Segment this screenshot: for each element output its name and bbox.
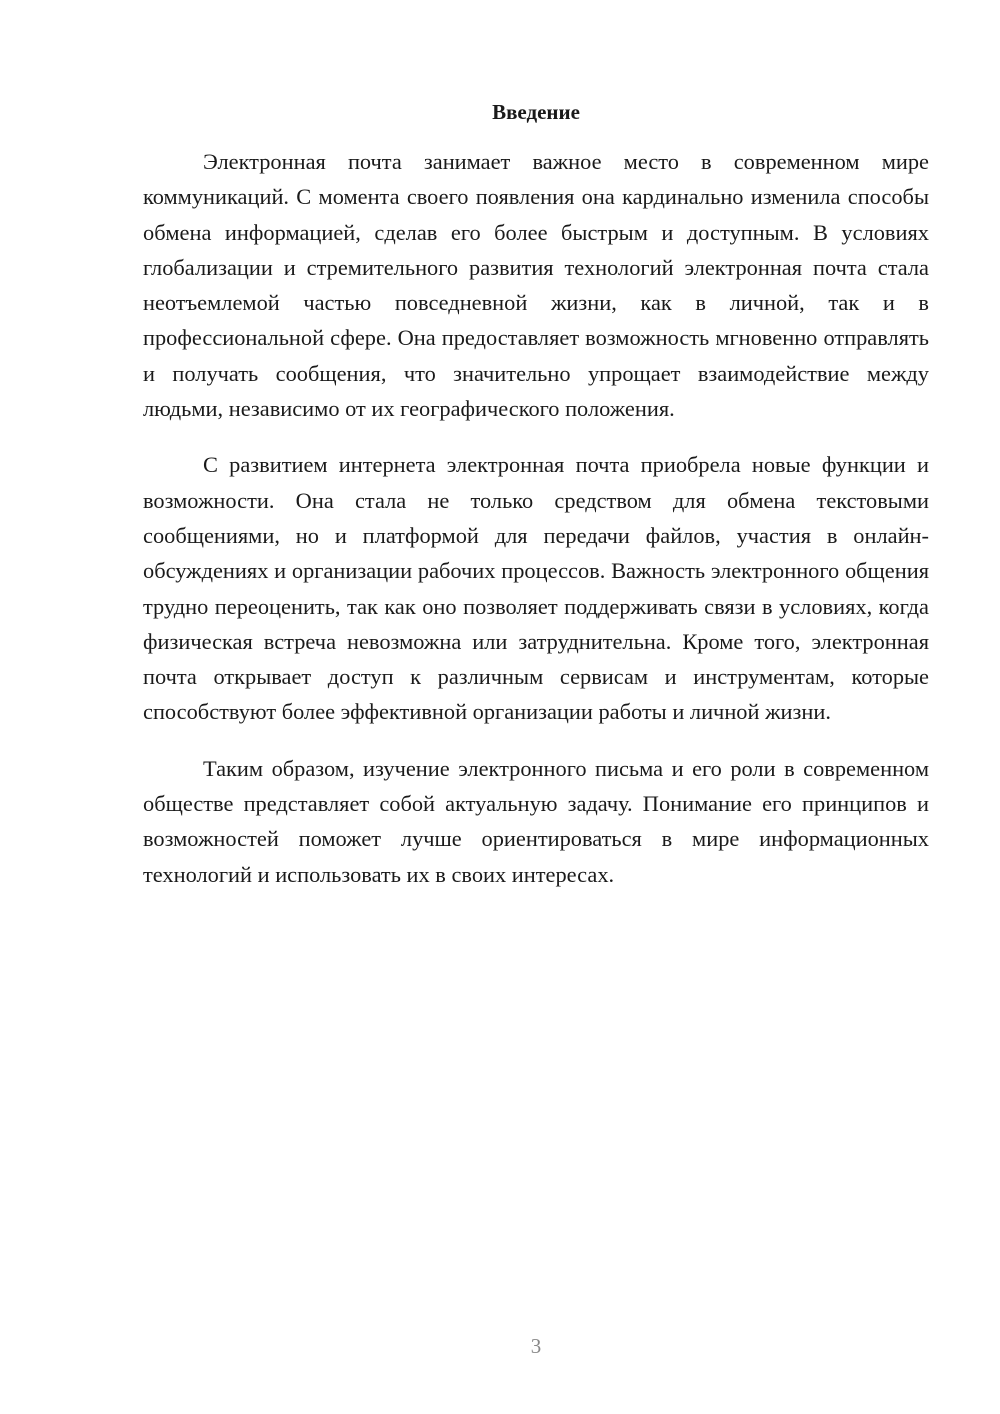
paragraph-1: Электронная почта занимает важное место в современном мире коммуникаций. С момента своего появления она кардинально изменила способы обмена информацией, сделав его более быстрым и доступным. В условиях глобализации и стремительного развития технологий электронная почта стала неотъемлемой частью повседневной жизни, как в личной, так и в профессиональной сфере. Она предоставляет возможность мгновенно отправлять и получать сообщения, что значительно упрощает взаимодействие между людьми, независимо от их географического положения. (143, 149, 929, 422)
section-heading: Введение (492, 100, 580, 124)
paragraph-2: С развитием интернета электронная почта приобрела новые функции и возможности. Она стала не только средством для обмена текстовыми сообщениями, но и платформой для передачи файлов, участия в онлайн-обсуждениях и организации рабочих процессов. Важность электронного общения трудно переоценить, так как оно позволяет поддерживать связи в условиях, когда физическая встреча невозможна или затруднительна. Кроме того, электронная почта открывает доступ к различным сервисам и инструментам, которые способствуют более эффективной организации работы и личной жизни. (143, 452, 929, 725)
page-number: 3 (530, 1334, 542, 1358)
body-text (143, 144, 929, 892)
paragraph-3: Таким образом, изучение электронного письма и его роли в современном обществе представляет собой актуальную задачу. Понимание его принципов и возможностей поможет лучше ориентироваться в мире информационных технологий и использовать их в своих интересах. (143, 755, 929, 887)
